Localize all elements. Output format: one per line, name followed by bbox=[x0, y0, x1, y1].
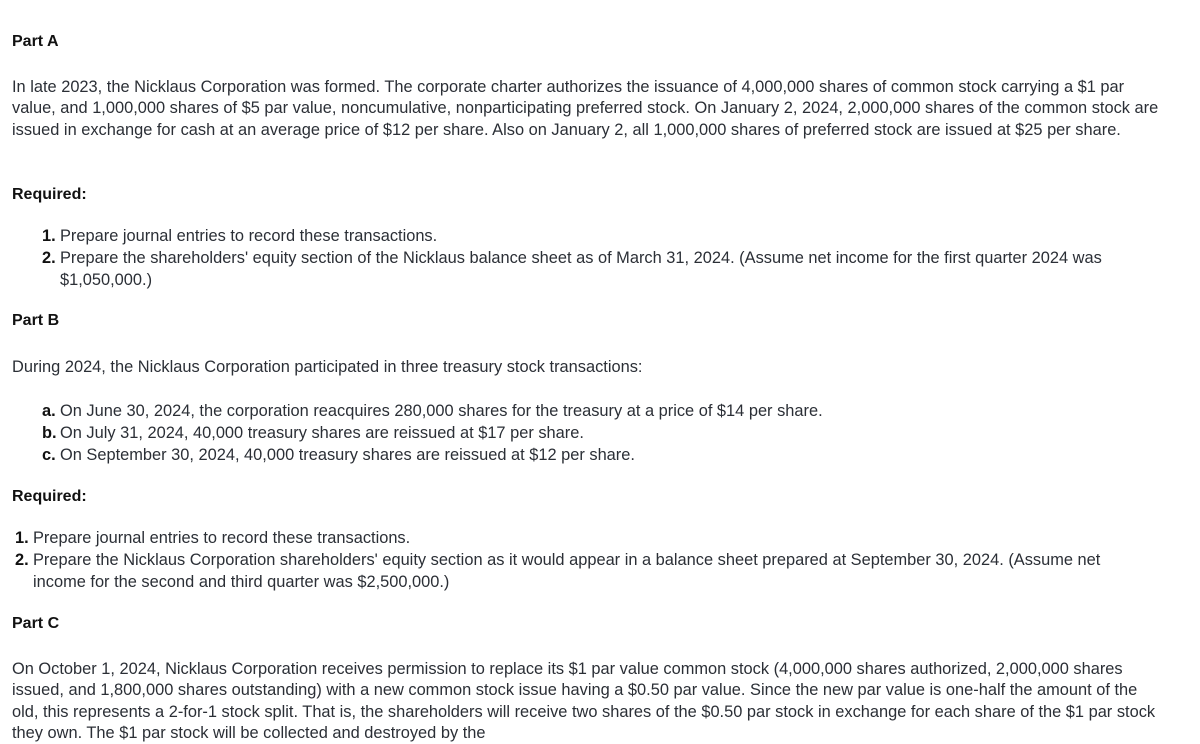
list-marker: c. bbox=[42, 445, 56, 464]
list-item-text: Prepare the Nicklaus Corporation shareholders' equity section as it would appear in a balance sheet prepared at September 30, 2024. (Assume net income for the second and third quarter was $2,500,000.) bbox=[33, 550, 1101, 591]
list-item bbox=[42, 401, 1132, 423]
list-item-text: Prepare journal entries to record these transactions. bbox=[33, 529, 411, 547]
list-marker: 2. bbox=[42, 248, 56, 267]
list-item bbox=[42, 248, 1132, 292]
part-b-required-heading: Required: bbox=[12, 488, 87, 505]
list-marker: 1. bbox=[15, 529, 29, 547]
list-item-text: On June 30, 2024, the corporation reacquires 280,000 shares for the treasury at a price of $14 per share. bbox=[60, 402, 823, 420]
part-b-heading: Part B bbox=[12, 312, 60, 329]
part-c-intro: On October 1, 2024, Nicklaus Corporation receives permission to replace its $1 par value common stock (4,000,000 shares authorized, 2,000,000 shares issued, and 1,800,000 shares outstanding) with a new common stock issue having a $0.50 par value. Since the new par value is one-half the amount of the old, this represents a 2-for-1 stock split. That is, the shareholders will receive two shares of the $0.50 par stock in exchange for each share of the $1 par stock they own. The $1 par stock will be collected and destroyed by the bbox=[12, 660, 1156, 742]
list-item-text: Prepare journal entries to record these transactions. bbox=[60, 227, 438, 245]
list-item-text: On September 30, 2024, 40,000 treasury shares are reissued at $12 per share. bbox=[60, 445, 635, 464]
part-b-transactions-list bbox=[42, 401, 1132, 466]
list-marker: 2. bbox=[15, 550, 29, 569]
list-item bbox=[15, 528, 1135, 550]
part-a-heading: Part A bbox=[12, 33, 59, 50]
list-marker: 1. bbox=[42, 227, 56, 245]
part-c-heading: Part C bbox=[12, 615, 60, 632]
list-item-text: Prepare the shareholders' equity section of the Nicklaus balance sheet as of March 31, 2024. (Assume net income for the first quarter 2024 was $1,050,000.) bbox=[60, 248, 1102, 289]
list-item bbox=[15, 550, 1135, 594]
part-a-intro: In late 2023, the Nicklaus Corporation was formed. The corporate charter authorizes the issuance of 4,000,000 shares of common stock carrying a $1 par value, and 1,000,000 shares of $5 par value, noncumulative, nonparticipating preferred stock. On January 2, 2024, 2,000,000 shares of the common stock are issued in exchange for cash at an average price of $12 per share. Also on January 2, all 1,000,000 shares of preferred stock are issued at $25 per share. bbox=[12, 78, 1159, 139]
list-marker: a. bbox=[42, 402, 56, 420]
list-item bbox=[42, 423, 1132, 445]
part-a-required-heading: Required: bbox=[12, 186, 87, 203]
list-item-text: On July 31, 2024, 40,000 treasury shares are reissued at $17 per share. bbox=[60, 423, 584, 442]
part-b-intro: During 2024, the Nicklaus Corporation participated in three treasury stock transactions: bbox=[12, 358, 643, 376]
part-a-required-list bbox=[42, 226, 1132, 291]
list-item bbox=[42, 226, 1132, 248]
part-b-required-list bbox=[15, 528, 1135, 593]
list-item bbox=[42, 445, 1132, 467]
list-marker: b. bbox=[42, 423, 57, 442]
